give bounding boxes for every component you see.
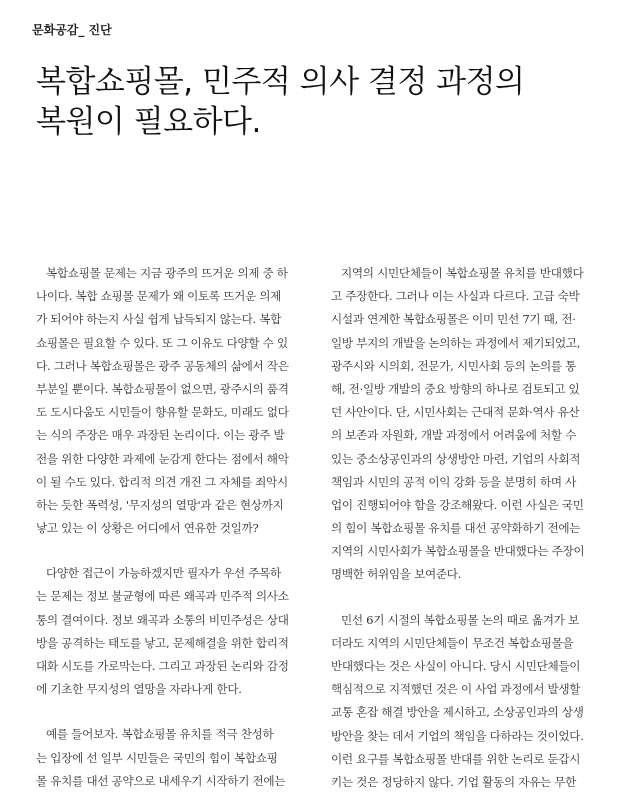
text-line: 낳고 있는 이 상황은 어디에서 연유한 것일까?: [36, 521, 259, 536]
text-line: 의 힘이 복합쇼핑몰 유치를 대선 공약화하기 전에는: [331, 521, 581, 536]
text-line: 핵심적으로 지적했던 것은 이 사업 과정에서 발생할: [331, 682, 581, 697]
text-line: 방안을 찾는 데서 기업의 책임을 다하라는 것이었다.: [331, 728, 584, 743]
text-line: 키는 것은 정당하지 않다. 기업 활동의 자유는 무한: [331, 774, 577, 789]
text-line: 대화 시도를 가로막는다. 그리고 과장된 논리와 감정: [36, 659, 289, 673]
text-line: 일방 부지의 개발을 논의하는 과정에서 제기되었고,: [331, 335, 581, 350]
paragraph-gap: [36, 540, 300, 562]
text-line: 통의 결여이다. 정보 왜곡과 소통의 비민주성은 상대: [36, 612, 289, 627]
text-line: 시설과 연계한 복합쇼핑몰은 이미 민선 7기 때, 전·: [331, 312, 576, 327]
text-line: 지역의 시민단체들이 복합쇼핑몰 유치를 반대했다: [341, 266, 584, 280]
headline-line: 복원이 필요하다.: [36, 104, 261, 140]
text-line: 고 주장한다. 그러나 이는 사실과 다르다. 고급 숙박: [331, 289, 580, 304]
text-line: 가 되어야 하는지 사실 쉽게 납득되지 않는다. 복합: [36, 312, 282, 327]
text-line: 던 사안이다. 단, 시민사회는 근대적 문화·역사 유산: [331, 405, 580, 420]
paragraph: [36, 262, 300, 540]
text-line: 나이다. 복합 쇼핑몰 문제가 왜 이토록 뜨거운 의제: [36, 289, 282, 304]
text-line: 는 입장에 선 일부 시민들은 국민의 힘이 복합쇼핑: [36, 750, 278, 765]
paragraph-gap: [331, 587, 595, 609]
paragraph-gap: [36, 701, 300, 723]
text-line: 있는 중소상공인과의 상생방안 마련, 기업의 사회적: [331, 451, 581, 466]
text-line: 해, 전·일방 개발의 중요 방향의 하나로 검토되고 있: [331, 381, 580, 396]
text-line: 는 문제는 정보 불균형에 따른 왜곡과 민주적 의사소: [36, 589, 289, 604]
text-line: 다. 그러나 복합쇼핑몰은 광주 공동체의 삶에서 작은: [36, 358, 289, 373]
right-column: [331, 262, 595, 794]
text-line: 예를 들어보자. 복합쇼핑몰 유치를 적극 찬성하: [46, 727, 274, 742]
paragraph: [331, 262, 595, 587]
text-line: 이 될 수도 있다. 합리적 의견 개진 그 자체를 죄악시: [36, 474, 288, 489]
text-line: 전을 위한 다양한 과제에 눈감게 한다는 점에서 해악: [36, 451, 289, 466]
text-line: 지역의 시민사회가 복합쇼핑몰을 반대했다는 주장이: [331, 544, 585, 559]
left-column: [36, 262, 300, 793]
text-line: 하는 듯한 폭력성, '무지성의 열망'과 같은 현상까지: [36, 497, 284, 512]
article-headline: [36, 62, 606, 142]
section-tag: 문화공감_ 진단: [32, 23, 112, 37]
headline-line: 복합쇼핑몰, 민주적 의사 결정 과정의: [36, 64, 525, 100]
text-line: 반대했다는 것은 사실이 아니다. 당시 시민단체들이: [331, 659, 581, 673]
text-line: 복합쇼핑몰 문제는 지금 광주의 뜨거운 의제 중 하: [46, 266, 288, 280]
paragraph: [36, 723, 300, 793]
paragraph: [331, 609, 595, 795]
text-line: 쇼핑몰은 필요할 수 있다. 또 그 이유도 다양할 수 있: [36, 335, 288, 350]
text-line: 에 기초한 무지성의 열망을 자라나게 한다.: [36, 682, 242, 697]
text-line: 명백한 허위임을 보여준다.: [331, 567, 462, 582]
text-line: 다양한 접근이 가능하겠지만 필자가 우선 주목하: [46, 566, 281, 581]
text-line: 광주시와 시의회, 전문가, 시민사회 등의 논의를 통: [331, 358, 577, 373]
text-line: 는 식의 주장은 매우 과장된 논리이다. 이는 광주 발: [36, 428, 285, 443]
text-line: 책임과 시민의 공적 이익 강화 등을 분명히 하며 사: [331, 474, 577, 489]
text-line: 몰 유치를 대선 공약으로 내세우기 시작하기 전에는: [36, 773, 286, 788]
text-line: 교통 혼잡 해결 방안을 제시하고, 소상공인과의 상생: [331, 705, 584, 720]
text-line: 의 보존과 자원화, 개발 과정에서 어려움에 처할 수: [331, 428, 577, 443]
text-line: 업이 진행되어야 함을 강조해왔다. 이런 사실은 국민: [331, 497, 584, 512]
text-line: 이런 요구를 복합쇼핑몰 반대를 위한 논리로 둔갑시: [331, 751, 581, 766]
text-line: 민선 6기 시절의 복합쇼핑몰 논의 때로 옮겨가 보: [341, 612, 579, 627]
text-line: 도 도시다움도 시민들이 향유할 문화도, 미래도 없다: [36, 405, 289, 420]
text-line: 방을 공격하는 태도를 낳고, 문제해결을 위한 합리적: [36, 635, 289, 650]
text-line: 더라도 지역의 시민단체들이 무조건 복합쇼핑몰을: [331, 635, 574, 650]
paragraph: [36, 562, 300, 701]
text-line: 부분일 뿐이다. 복합쇼핑몰이 없으면, 광주시의 품격: [36, 381, 289, 396]
